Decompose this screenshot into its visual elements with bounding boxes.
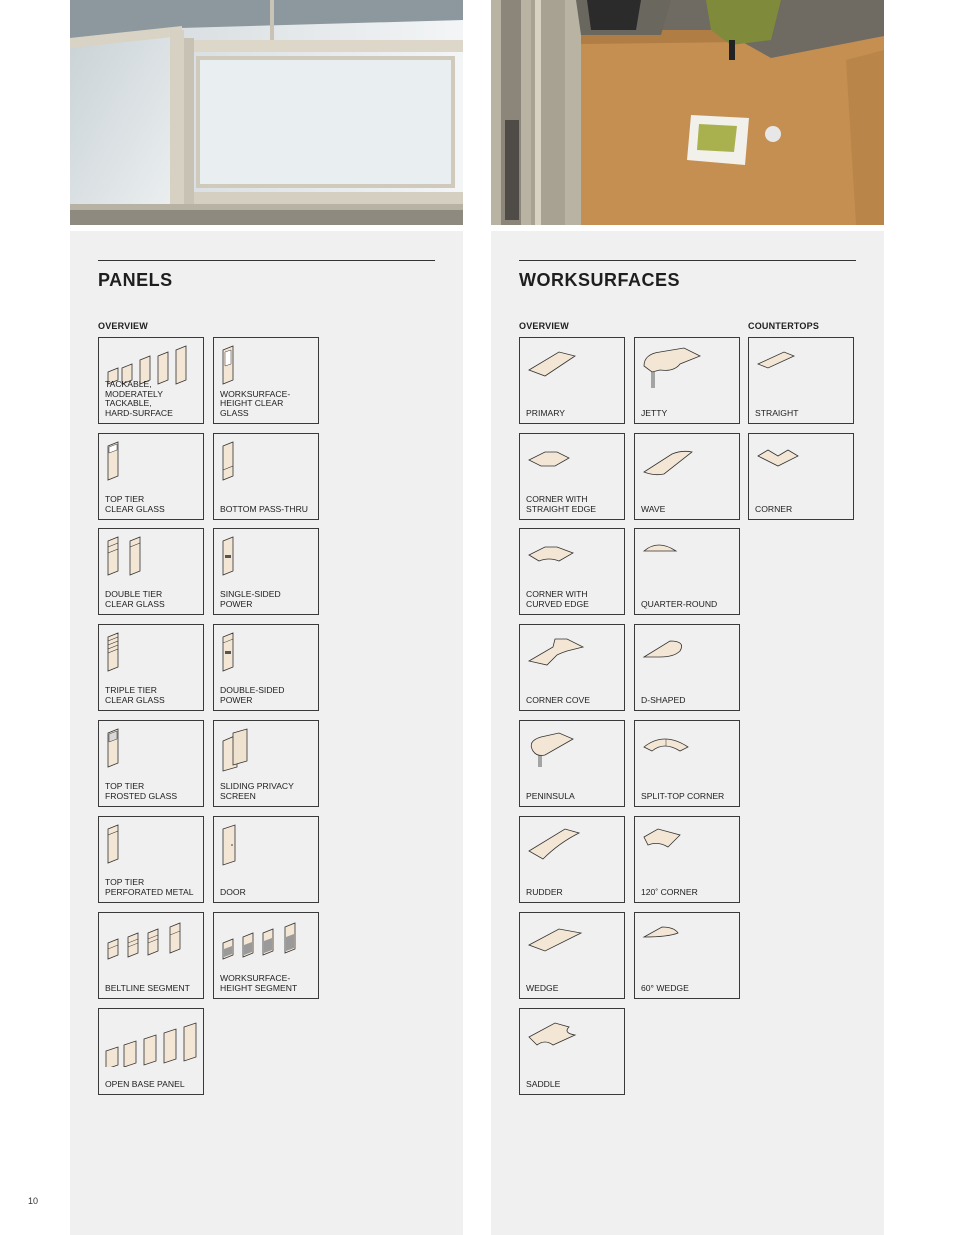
corner-curved-icon — [525, 535, 621, 581]
panel-tile-label: SINGLE-SIDED POWER — [220, 589, 281, 609]
worksurface-tile-label: SPLIT-TOP CORNER — [641, 790, 725, 801]
page-number: 10 — [28, 1196, 39, 1206]
saddle-icon — [525, 1015, 621, 1061]
worksurface-tile-rudder[interactable] — [519, 816, 625, 903]
wedge-icon — [525, 919, 621, 965]
countertop-tile-corner[interactable] — [748, 433, 854, 520]
power-panel-icon — [219, 535, 315, 581]
worksurface-tile-label: PRIMARY — [526, 407, 565, 418]
panel-tile-label: BELTLINE SEGMENT — [105, 982, 190, 993]
panel-tile-triple-tier-clear-glass[interactable] — [98, 624, 204, 711]
worksurface-tile-corner-cove[interactable] — [519, 624, 625, 711]
double-tier-glass-icon — [104, 535, 200, 581]
panel-tile-tackable[interactable] — [98, 337, 204, 424]
peninsula-icon — [525, 727, 621, 773]
worksurface-tile-label: QUARTER-ROUND — [641, 598, 718, 609]
panel-tile-label: BOTTOM PASS-THRU — [220, 503, 309, 514]
countertops-label: COUNTERTOPS — [748, 321, 820, 331]
worksurface-tile-wedge[interactable] — [519, 912, 625, 999]
120-corner-icon — [640, 823, 736, 869]
worksurface-tile-corner-curved[interactable] — [519, 528, 625, 615]
panel-tile-label: WORKSURFACE- HEIGHT CLEAR GLASS — [220, 388, 291, 418]
panel-tile-label: TOP TIER CLEAR GLASS — [105, 494, 165, 514]
beltline-segment-icon — [104, 919, 200, 965]
worksurface-tile-corner-straight[interactable] — [519, 433, 625, 520]
panel-tile-single-sided-power[interactable] — [213, 528, 319, 615]
panel-tile-sliding-privacy-screen[interactable] — [213, 720, 319, 807]
worksurfaces-column — [491, 0, 884, 1235]
worksurface-tile-primary[interactable] — [519, 337, 625, 424]
worksurface-tile-label: JETTY — [641, 407, 668, 418]
panel-tile-label: DOUBLE TIER CLEAR GLASS — [105, 589, 165, 609]
wave-worksurface-icon — [640, 440, 736, 486]
section-rule — [519, 260, 856, 261]
section-rule — [98, 260, 435, 261]
office-desk-photo — [491, 0, 884, 225]
worksurface-tile-label: PENINSULA — [526, 790, 575, 801]
panel-tile-label: OPEN BASE PANEL — [105, 1078, 185, 1089]
worksurface-tile-label: RUDDER — [526, 886, 563, 897]
60-wedge-icon — [640, 919, 736, 965]
rudder-icon — [525, 823, 621, 869]
worksurfaces-title: WORKSURFACES — [519, 270, 681, 290]
panel-tile-open-base-panel[interactable] — [98, 1008, 204, 1095]
panel-tile-bottom-pass-thru[interactable] — [213, 433, 319, 520]
worksurface-tile-label: SADDLE — [526, 1078, 561, 1089]
panels-title: PANELS — [98, 270, 173, 290]
split-top-corner-icon — [640, 727, 736, 773]
worksurface-tile-60-wedge[interactable] — [634, 912, 740, 999]
countertop-tile-label: STRAIGHT — [755, 407, 799, 418]
worksurface-tile-quarter-round[interactable] — [634, 528, 740, 615]
sliding-screen-icon — [219, 727, 315, 773]
clear-glass-panel-icon — [219, 344, 315, 390]
panel-tile-door[interactable] — [213, 816, 319, 903]
frosted-glass-panel-icon — [104, 727, 200, 773]
worksurface-tile-120-corner[interactable] — [634, 816, 740, 903]
glass-panels-photo — [70, 0, 463, 225]
panel-tile-label: WORKSURFACE- HEIGHT SEGMENT — [220, 973, 298, 993]
double-power-panel-icon — [219, 631, 315, 677]
panel-tile-label: TOP TIER PERFORATED METAL — [105, 877, 194, 897]
panel-tile-top-tier-clear-glass[interactable] — [98, 433, 204, 520]
countertop-tile-straight[interactable] — [748, 337, 854, 424]
worksurface-tile-label: 60° WEDGE — [641, 982, 689, 993]
worksurface-tile-label: CORNER COVE — [526, 694, 590, 705]
photo-divider — [70, 225, 463, 231]
jetty-worksurface-icon — [640, 344, 736, 390]
worksurface-tile-saddle[interactable] — [519, 1008, 625, 1095]
corner-cove-icon — [525, 631, 621, 677]
panel-tile-worksurface-height-segment[interactable] — [213, 912, 319, 999]
panel-tile-label: TRIPLE TIER CLEAR GLASS — [105, 685, 165, 705]
d-shaped-icon — [640, 631, 736, 677]
worksurface-tile-split-top-corner[interactable] — [634, 720, 740, 807]
panel-tile-label: DOUBLE-SIDED POWER — [220, 685, 285, 705]
worksurface-tile-label: WAVE — [641, 503, 666, 514]
worksurface-tile-d-shaped[interactable] — [634, 624, 740, 711]
worksurface-tile-label: 120˚ CORNER — [641, 886, 698, 897]
panel-tile-label: TOP TIER FROSTED GLASS — [105, 781, 178, 801]
worksurface-tile-label: CORNER WITH CURVED EDGE — [526, 589, 589, 609]
pass-thru-panel-icon — [219, 440, 315, 486]
door-icon — [219, 823, 315, 869]
panel-tile-top-tier-frosted-glass[interactable] — [98, 720, 204, 807]
worksurface-tile-peninsula[interactable] — [519, 720, 625, 807]
corner-straight-icon — [525, 440, 621, 486]
triple-tier-glass-icon — [104, 631, 200, 677]
panel-tile-label: TACKABLE, MODERATELY TACKABLE, HARD-SURFACE — [105, 379, 173, 418]
panel-tile-worksurface-height-clear-glass[interactable] — [213, 337, 319, 424]
perforated-metal-panel-icon — [104, 823, 200, 869]
worksurfaces-overview-label: OVERVIEW — [519, 321, 569, 331]
panel-tile-double-tier-clear-glass[interactable] — [98, 528, 204, 615]
panel-tile-beltline-segment[interactable] — [98, 912, 204, 999]
panel-tile-top-tier-perforated-metal[interactable] — [98, 816, 204, 903]
countertop-tile-label: CORNER — [755, 503, 793, 514]
worksurface-tile-wave[interactable] — [634, 433, 740, 520]
open-base-panel-icon — [104, 1015, 200, 1067]
worksurface-tile-label: WEDGE — [526, 982, 559, 993]
straight-countertop-icon — [754, 344, 850, 390]
panels-overview-label: OVERVIEW — [98, 321, 148, 331]
panel-tile-label: DOOR — [220, 886, 246, 897]
worksurface-segment-icon — [219, 919, 315, 965]
panels-column — [28, 0, 463, 1235]
worksurface-tile-label: D-SHAPED — [641, 694, 686, 705]
corner-countertop-icon — [754, 440, 850, 486]
top-tier-glass-icon — [104, 440, 200, 486]
panel-tile-label: SLIDING PRIVACY SCREEN — [220, 781, 294, 801]
primary-worksurface-icon — [525, 344, 621, 390]
worksurface-tile-jetty[interactable] — [634, 337, 740, 424]
panel-tile-double-sided-power[interactable] — [213, 624, 319, 711]
quarter-round-icon — [640, 535, 736, 581]
photo-divider — [491, 225, 884, 231]
worksurface-tile-label: CORNER WITH STRAIGHT EDGE — [526, 494, 597, 514]
